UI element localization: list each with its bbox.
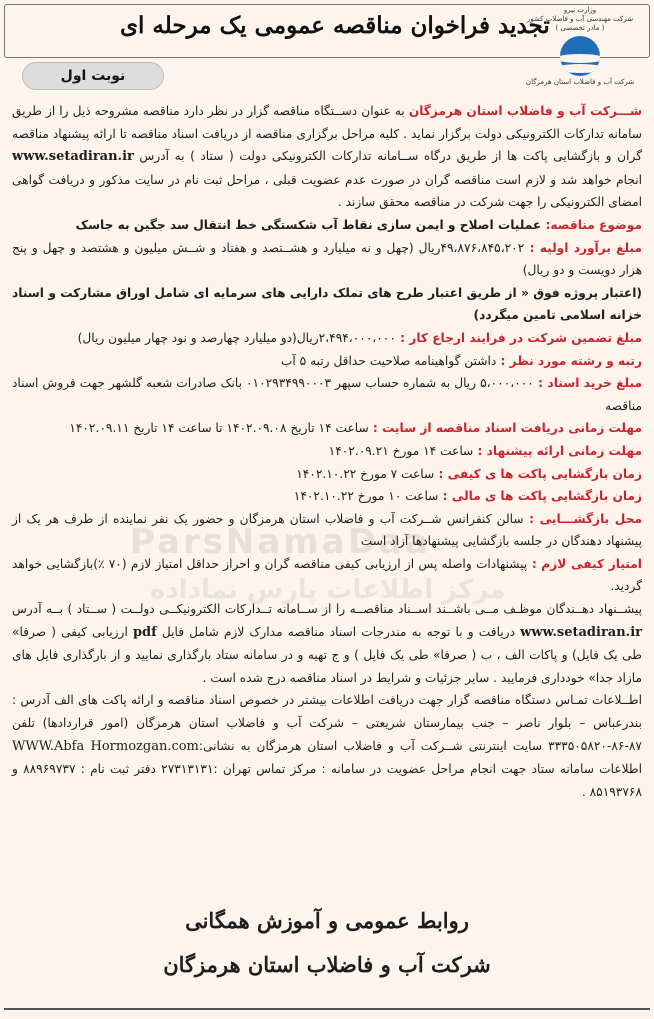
instructions-text-a: پیشــنهاد دهــندگان موظـف مــی باشــند اســناد مناقصــه را از ســامانه تــدارکات الکترونیکــی دولــت ( ســتاد ) بــه آدرس: [12, 602, 642, 617]
logo-ministry-note: ( مادر تخصصی ): [555, 24, 605, 32]
footer-company: شرکت آب و فاضلاب استان هرمزگان: [163, 952, 491, 977]
guarantee-value: ۲،۴۹۴،۰۰۰،۰۰۰ریال(دو میلیارد چهارصد و نود چهار میلیون ریال): [77, 330, 396, 345]
docs-price-row: [12, 372, 642, 417]
company-logo: [518, 6, 642, 92]
grade-row: [12, 350, 642, 373]
pdf-label: pdf: [132, 624, 157, 640]
financial-open-value: ساعت ۱۰ مورخ ۱۴۰۲.۱۰.۲۲: [293, 489, 439, 504]
guarantee-label: مبلغ تضمین شرکت در فرایند ارجاع کار :: [395, 330, 642, 345]
contact-paragraph: [12, 689, 642, 803]
intro-paragraph: [12, 100, 642, 214]
subject-label: موضوع مناقصه:: [541, 217, 642, 232]
quality-open-value: ساعت ۷ مورخ ۱۴۰۲.۱۰.۲۲: [296, 466, 435, 481]
watermark-brand: ParsNamaDaa: [130, 522, 431, 562]
subject-value: عملیات اصلاح و ایمن سازی نقاط آب شکستگی خط انتقال سد جگین به جاسک: [75, 217, 542, 232]
grade-label: رتبه و رشته مورد نظر :: [496, 353, 642, 368]
guarantee-row: [12, 327, 642, 350]
docs-deadline-value: ساعت ۱۴ تاریخ ۱۴۰۲.۰۹.۰۸ تا ساعت ۱۴ تاریخ ۱۴۰۲.۰۹.۱۱: [69, 421, 369, 436]
subject-row: [12, 214, 642, 237]
estimate-row: [12, 237, 642, 282]
quality-score-label: امتیاز کیفی لازم :: [527, 556, 642, 571]
company-name: شـــرکت آب و فاضلاب استان هرمزگان: [408, 104, 642, 118]
venue-label: محل بازگشـــایی :: [523, 511, 642, 526]
docs-price-label: مبلغ خرید اسناد :: [533, 376, 642, 391]
docs-deadline-label: مهلت زمانی دریافت اسناد مناقصه از سایت :: [368, 421, 642, 436]
docs-deadline-row: [12, 417, 642, 440]
venue-row: [12, 508, 642, 553]
instructions-text-b: دریافت و با توجه به مندرجات اسناد مناقصه مدارک لازم شامل فایل: [156, 624, 521, 639]
contact-text-b: اطلاعات سامانه ستاد جهت انجام مراحل عضویت در سامانه : مرکز تماس تهران :۲۷۳۱۳۱۳۱ دفتر ثبت نام : ۸۸۹۶۹۷۳۷ و ۸۵۱۹۳۷۶۸ .: [12, 762, 642, 799]
financial-open-row: [12, 485, 642, 508]
quality-score-value: پیشنهادات واصله پس از ارزیابی کیفی مناقصه گران و احراز حداقل امتیاز لازم (۷۰ ٪)بازگشایی خواهد گردید.: [12, 556, 642, 594]
logo-company-name: شرکت آب و فاضلاب استان هرمزگان: [525, 78, 635, 86]
funding-note: (اعتبار پروژه فوق « از طریق اعتبار طرح های تملک دارایی های سرمایه ای شامل اوراق مشارکت و اسناد خزانه اسلامی تامین میگردد): [12, 285, 642, 323]
submit-deadline-label: مهلت زمانی ارائه پیشنهاد :: [473, 443, 642, 458]
page-title: تجدید فراخوان مناقصه عمومی یک مرحله ای: [120, 12, 550, 39]
instructions-paragraph: [12, 598, 642, 689]
contact-text-a: اطــلاعات تمـاس دستگاه مناقصه گزار جهت دریافت اطلاعات بیشتر در خصوص اسناد مناقصه و ارائه پاکت های الف آدرس : بندرعباس – بلوار ناصر – جنب بیمارستان شریعتی – شرکت آب و فاضلاب استان هرمزگان (امور قراردادها) تلفن ۸۷-۸۶-۳۳۳۵۰۵۸۲۰ سایت اینترنتی شــرکت آب و فاضلاب استان هرمزگان به نشانی:: [12, 693, 642, 753]
quality-score-row: [12, 553, 642, 598]
docs-price-value: ۵،۰۰۰،۰۰۰ ریال به شماره حساب سپهر ۰۱۰۲۹۳۴۹۹۰۰۰۳ بانک صادرات شعبه گلشهر جهت فروش اسناد مناقصه: [12, 376, 642, 413]
intro-text-a: به عنوان دســتگاه مناقصه گزار در نظر دارد مناقصه مشروحه ذیل را از طریق سامانه تدارکات الکترونیکی دولت برگزار نماید . کلیه مراحل برگزاری مناقصه از دریافت اسناد مناقصه تا ارائه پیشنهاد مناقصه گران و بازگشایی پاکت ها از طریق درگاه ســامانه تدارکات الکترونیکی دولت ( ستاد ) به آدرس: [12, 104, 642, 164]
instructions-text-c: ارزیابی کیفی ( صرفا» طی یک فایل) و پاکات الف ، ب ( صرفا» طی یک فایل ) و ج تهیه و در سامانه ستاد بارگذاری نمایید و از بارگذاری فایل های مازاد جدا» خودداری فرمایید . سایر جزئیات و شرایط در اسناد مناقصه درج شده است .: [12, 624, 642, 685]
logo-ministry: وزارت نیرو: [563, 6, 597, 14]
submit-deadline-row: [12, 440, 642, 463]
quality-open-row: [12, 463, 642, 486]
round-badge: نوبت اول: [22, 62, 164, 90]
setad-link[interactable]: www.setadiran.ir: [12, 149, 134, 165]
watermark-sub: مرکز اطلاعات پارس نماداده: [150, 575, 506, 605]
setad-link-2[interactable]: www.setadiran.ir: [520, 624, 642, 640]
water-drop-icon: [560, 36, 600, 76]
intro-text-b: انجام خواهد شد و لازم است مناقصه گران در صورت عدم عضویت قبلی ، مراحل ثبت نام در سایت مذکور و دریافت گواهی امضای الکترونیکی را جهت شرکت در مناقصه محقق سازند .: [12, 172, 642, 210]
notice-body: [12, 100, 642, 803]
estimate-label: مبلغ برآورد اولیه :: [524, 240, 642, 255]
financial-open-label: زمان بازگشایی پاکت ها ی مالی :: [438, 489, 642, 504]
estimate-value: ۴۹،۸۷۶،۸۴۵،۲۰۲ریال (چهل و نه میلیارد و هشــتصد و هفتاد و شــش میلیون و هشتصد و چهل و پنج هزار دویست و دو ریال): [12, 240, 642, 278]
grade-value: داشتن گواهینامه صلاحیت حداقل رتبه ۵ آب: [280, 353, 497, 368]
venue-value: سالن کنفرانس شــرکت آب و فاضلاب استان هرمزگان و حضور یک نفر نماینده از طرف هر یک از پیشنهاد دهندگان در جلسه بازگشایی پیشنهادها آزاد است: [12, 511, 642, 549]
footer-department: روابط عمومی و آموزش همگانی: [185, 908, 469, 933]
abfa-website-link[interactable]: WWW.Abfa Hormozgan.com: [12, 738, 199, 754]
bottom-divider: [4, 1008, 650, 1010]
logo-ministry-sub: شرکت مهندسی آب و فاضلاب کشور: [526, 15, 634, 23]
submit-deadline-value: ساعت ۱۴ مورخ ۱۴۰۲.۰۹.۲۱: [328, 443, 474, 458]
quality-open-label: زمان بازگشایی پاکت ها ی کیفی :: [434, 466, 642, 481]
